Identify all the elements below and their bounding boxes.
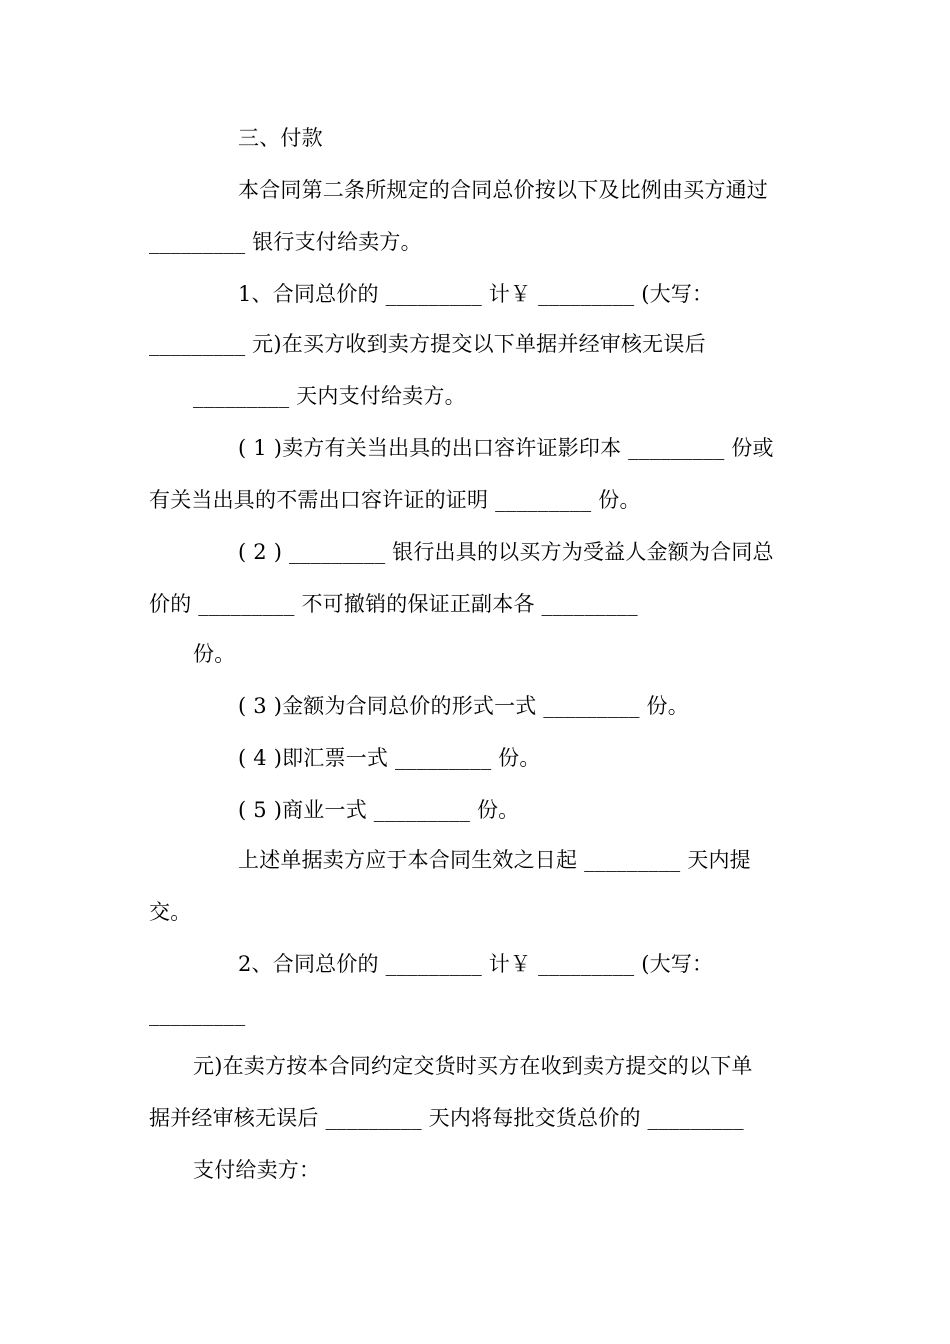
paragraph-line: 据并经审核无误后 _________ 天内将每批交货总价的 _________ — [149, 1106, 744, 1130]
paragraph-line: _________ 元)在买方收到卖方提交以下单据并经审核无误后 — [149, 332, 706, 356]
paragraph-line: ( 1 )卖方有关当出具的出口容许证影印本 _________ 份或 — [238, 436, 774, 460]
paragraph-line: _________ — [149, 1002, 246, 1026]
paragraph-line: 2、合同总价的 _________ 计￥ _________ (大写： — [238, 952, 714, 976]
paragraph-line: 有关当出具的不需出口容许证的证明 _________ 份。 — [149, 488, 641, 512]
paragraph-line: 交。 — [149, 900, 192, 924]
paragraph-line: _________ 天内支付给卖方。 — [193, 384, 466, 408]
paragraph-line: 份。 — [193, 642, 236, 666]
paragraph-line: ( 2 ) _________ 银行出具的以买方为受益人金额为合同总 — [238, 540, 774, 564]
section-heading: 三、付款 — [238, 126, 323, 150]
paragraph-line: 价的 _________ 不可撤销的保证正副本各 _________ — [149, 592, 638, 616]
paragraph-line: 本合同第二条所规定的合同总价按以下及比例由买方通过 — [238, 178, 768, 202]
paragraph-line: ( 5 )商业一式 _________ 份。 — [238, 798, 520, 822]
paragraph-line: 上述单据卖方应于本合同生效之日起 _________ 天内提 — [238, 848, 751, 872]
paragraph-line: ( 3 )金额为合同总价的形式一式 _________ 份。 — [238, 694, 689, 718]
paragraph-line: 1、合同总价的 _________ 计￥ _________ (大写： — [238, 282, 714, 306]
paragraph-line: 支付给卖方： — [193, 1158, 321, 1182]
paragraph-line: ( 4 )即汇票一式 _________ 份。 — [238, 746, 541, 770]
paragraph-line: 元)在卖方按本合同约定交货时买方在收到卖方提交的以下单 — [193, 1054, 753, 1078]
paragraph-line: _________ 银行支付给卖方。 — [149, 230, 422, 254]
